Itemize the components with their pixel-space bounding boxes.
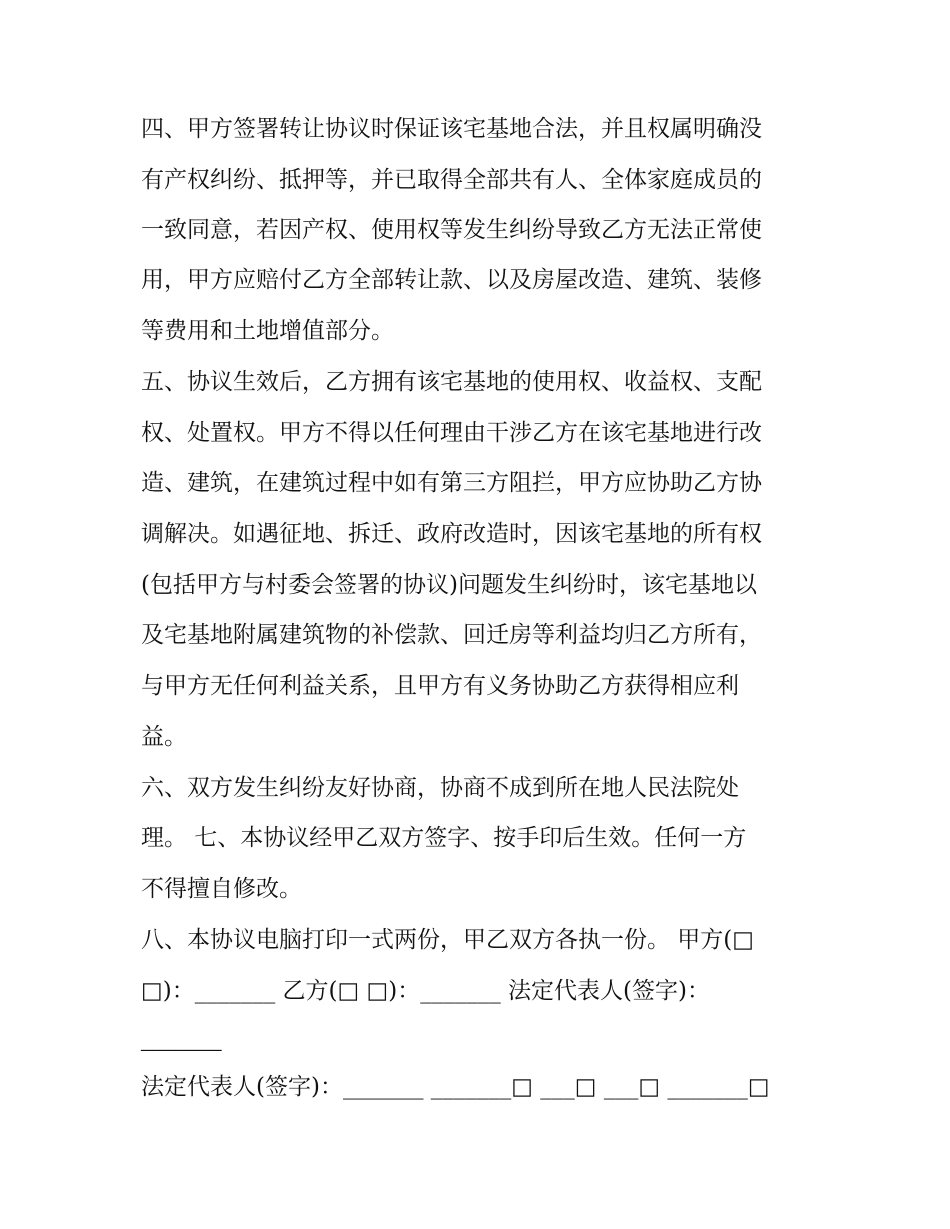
text-line: 法定代表人(签字)：_______ _______□ ___□ ___□ _______□ <box>141 1074 770 1100</box>
text-line: 调解决。如遇征地、拆迁、政府改造时，因该宅基地的所有权 <box>141 521 762 547</box>
text-line: 八、本协议电脑打印一式两份，甲乙双方各执一份。 甲方(□ <box>141 927 755 953</box>
text-line: 理。 七、本协议经甲乙双方签字、按手印后生效。任何一方 <box>141 825 747 851</box>
text-line: □)：_______ 乙方(□ □)：_______ 法定代表人(签字)： <box>141 978 710 1004</box>
signature-blank-line: _______ <box>141 1028 222 1053</box>
text-line: 权、处置权。甲方不得以任何理由干涉乙方在该宅基地进行改 <box>141 420 762 446</box>
text-line: 等费用和土地增值部分。 <box>141 318 394 344</box>
text-line: 造、建筑，在建筑过程中如有第三方阻拦，甲方应协助乙方协 <box>141 470 762 496</box>
text-line: 一致同意，若因产权、使用权等发生纠纷导致乙方无法正常使 <box>141 217 762 243</box>
text-line: 四、甲方签署转让协议时保证该宅基地合法，并且权属明确没 <box>141 116 762 142</box>
text-line: 及宅基地附属建筑物的补偿款、回迁房等利益均归乙方所有， <box>141 622 762 648</box>
text-line: 与甲方无任何利益关系，且甲方有义务协助乙方获得相应利 <box>141 673 739 699</box>
text-line: (包括甲方与村委会签署的协议)问题发生纠纷时，该宅基地以 <box>141 572 757 598</box>
text-line: 益。 <box>141 724 187 750</box>
text-line: 有产权纠纷、抵押等，并已取得全部共有人、全体家庭成员的 <box>141 167 762 193</box>
text-line: 不得擅自修改。 <box>141 876 302 902</box>
text-line: 用，甲方应赔付乙方全部转让款、以及房屋改造、建筑、装修 <box>141 267 762 293</box>
text-line: 五、协议生效后，乙方拥有该宅基地的使用权、收益权、支配 <box>141 369 762 395</box>
text-line: 六、双方发生纠纷友好协商，协商不成到所在地人民法院处 <box>141 775 739 801</box>
